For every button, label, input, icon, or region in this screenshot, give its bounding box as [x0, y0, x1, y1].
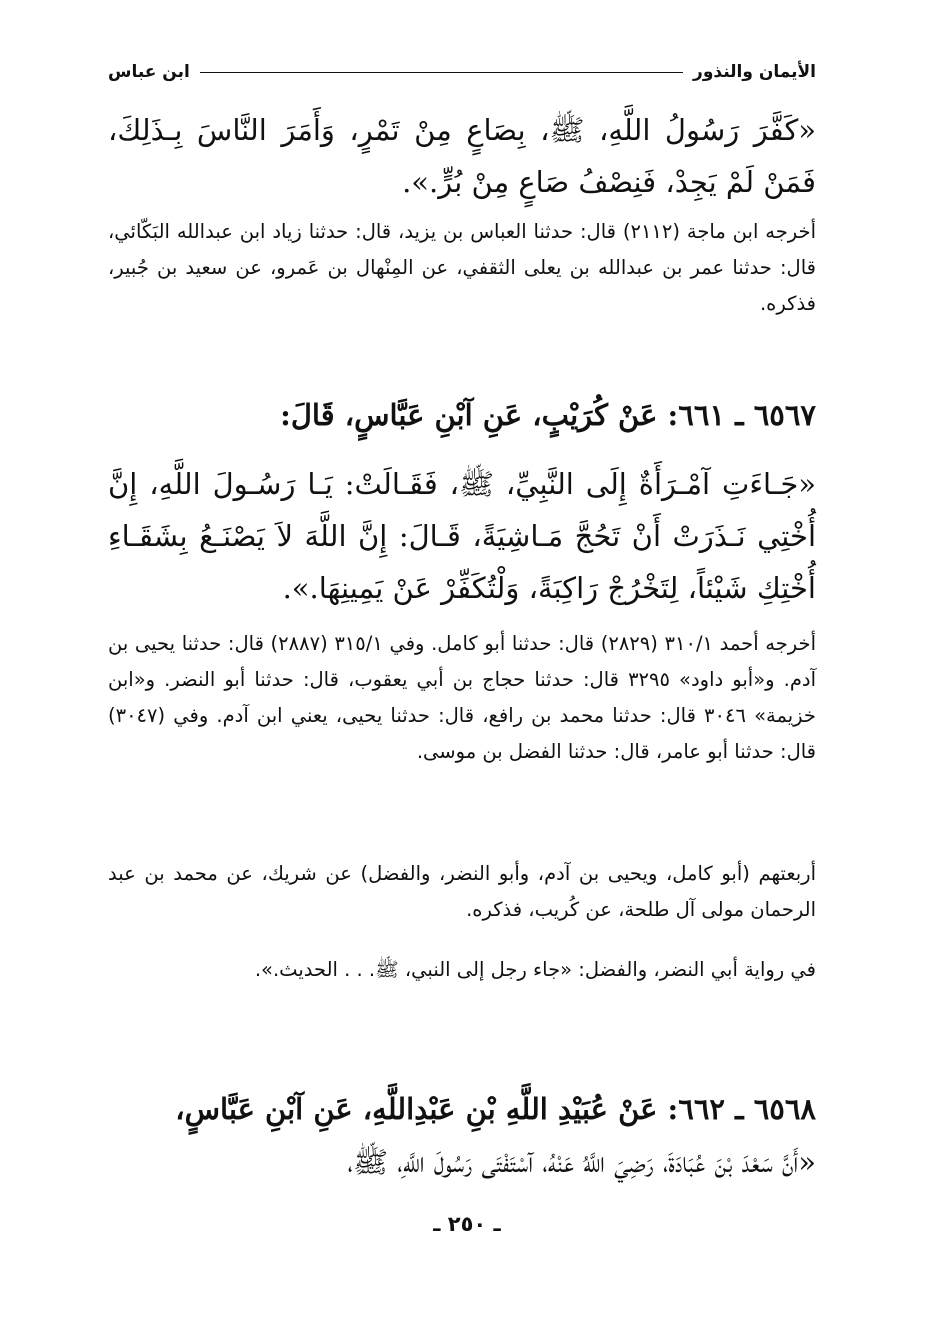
- header-section-title: ابن عباس: [108, 62, 190, 82]
- hadith-6567-text: «جَـاءَتِ آمْـرَأَةٌ إِلَى النَّبِيِّ، ﷺ، فَقَـالَتْ: يَـا رَسُـولَ اللَّهِ، إِنَّ أُخْتِي نَـذَرَتْ أَنْ تَحُجَّ مَـاشِيَةً، قَـالَ: إِنَّ اللَّهَ لاَ يَصْنَـعُ بِشَقَـاءِ أُخْتِكِ شَيْئاً، لِتَخْرُجْ رَاكِبَةً، وَلْتُكَفِّرْ عَنْ يَمِينِهَا.».: [108, 467, 816, 605]
- hadith-6566-text: «كَفَّرَ رَسُولُ اللَّهِ، ﷺ، بِصَاعٍ مِنْ تَمْرٍ، وَأَمَرَ النَّاسَ بِـذَلِكَ، فَمَنْ لَمْ يَجِدْ، فَنِصْفُ صَاعٍ مِنْ بُرٍّ.».: [108, 113, 816, 199]
- header-chapter-title: الأيمان والنذور: [693, 62, 816, 82]
- hadith-6568-heading: ٦٥٦٨ ـ ٦٦٢: عَنْ عُبَيْدِ اللَّهِ بْنِ عَبْدِاللَّهِ، عَنِ آبْنِ عَبَّاسٍ،: [175, 1092, 816, 1126]
- takhrij-6566: أخرجه ابن ماجة (٢١١٢) قال: حدثنا العباس بن يزيد، قال: حدثنا زياد ابن عبدالله البَكّائي، قال: حدثنا عمر بن عبدالله بن يعلى الثقفي، عن المِنْهال بن عَمرو، عن سعيد بن جُبير، فذكره.: [108, 220, 816, 315]
- note-four-narrators: أربعتهم (أبو كامل، ويحيى بن آدم، وأبو النضر، والفضل) عن شريك، عن محمد بن عبد الرحمان مولى آل طلحة، عن كُريب، فذكره.: [108, 862, 816, 921]
- hadith-6567-heading: ٦٥٦٧ ـ ٦٦١: عَنْ كُرَيْبٍ، عَنِ آبْنِ عَبَّاسٍ، قَالَ:: [280, 398, 816, 432]
- takhrij-6567: أخرجه أحمد ٣١٠/١ (٢٨٢٩) قال: حدثنا أبو كامل. وفي ٣١٥/١ (٢٨٨٧) قال: حدثنا يحيى بن آدم. و«أبو داود» ٣٢٩٥ قال: حدثنا حجاج بن أبي يعقوب، قال: حدثنا أبو النضر. و«ابن خزيمة» ٣٠٤٦ قال: حدثنا محمد بن رافع، قال: حدثنا يحيى، يعني ابن آدم. وفي (٣٠٤٧) قال: حدثنا أبو عامر، قال: حدثنا الفضل بن موسى.: [108, 632, 817, 763]
- hadith-6568-text: «أَنَّ سَعْدَ بْنَ عُبَادَةَ، رَضِيَ اللَّهُ عَنْهُ، آسْتَفْتَى رَسُولَ اللَّهِ، ﷺ،: [347, 1145, 816, 1179]
- header-rule: [200, 72, 683, 73]
- running-header: [108, 58, 816, 86]
- note-variant-narration: في رواية أبي النضر، والفضل: «جاء رجل إلى النبي، ﷺ. . . الحديث.».: [254, 958, 816, 981]
- page-number: ـ ٢٥٠ ـ: [433, 1212, 501, 1236]
